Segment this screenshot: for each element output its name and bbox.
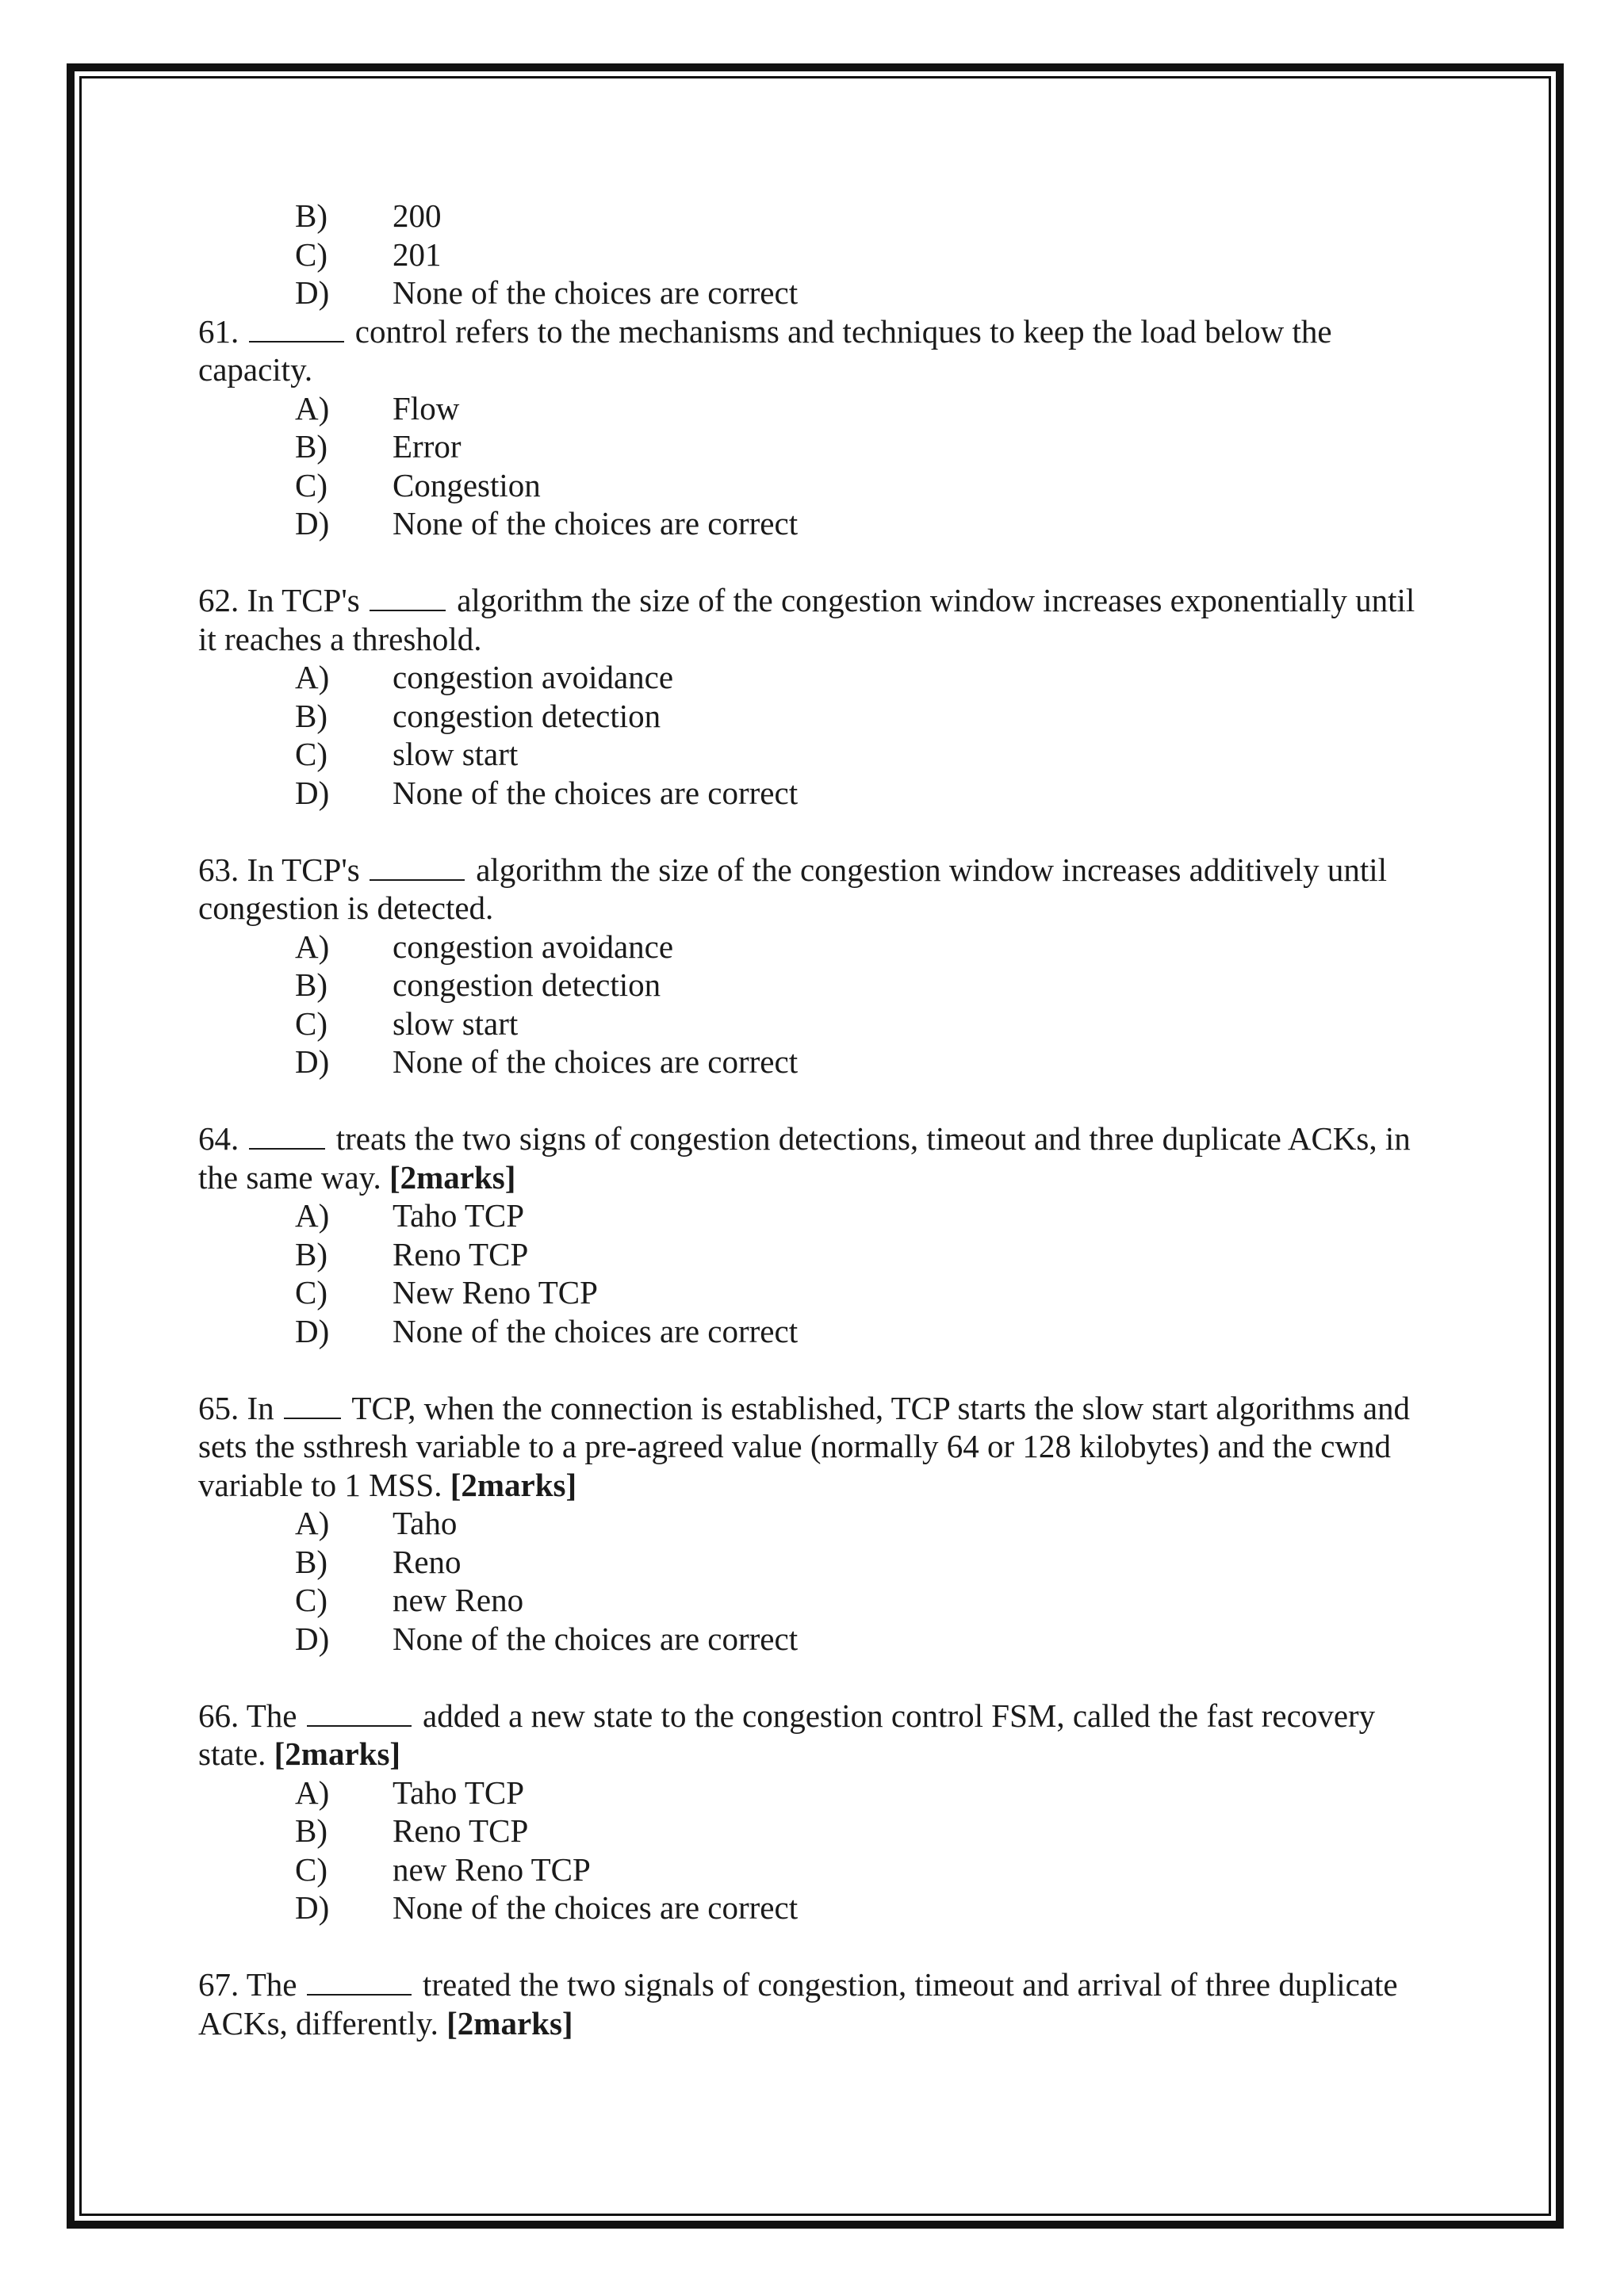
- question-text: [198, 1965, 1435, 2042]
- question-number: 66.: [198, 1697, 239, 1734]
- option-text: congestion avoidance: [393, 928, 674, 965]
- option-item: [198, 1888, 1435, 1927]
- option-letter: D): [295, 1043, 330, 1080]
- option-text: Error: [393, 428, 462, 465]
- option-item: [198, 735, 1435, 774]
- option-item: [198, 1504, 1435, 1543]
- question-block: [198, 581, 1435, 812]
- marks-label: [2marks]: [450, 1466, 577, 1503]
- question-text: [198, 312, 1435, 389]
- marks-label: [2marks]: [389, 1158, 516, 1196]
- question-body: algorithm the size of the congestion window increases additively until congestion is detected.: [198, 851, 1388, 926]
- question-number: 64.: [198, 1120, 239, 1157]
- question-number: 67.: [198, 1966, 239, 2003]
- question-prefix: The: [246, 1697, 297, 1734]
- option-text: new Reno TCP: [393, 1850, 591, 1888]
- option-text: new Reno: [393, 1582, 524, 1618]
- option-letter: C): [295, 1274, 327, 1311]
- option-item: [198, 658, 1435, 697]
- option-text: None of the choices are correct: [393, 1889, 799, 1926]
- option-letter: B): [295, 966, 327, 1003]
- option-text: Taho: [393, 1505, 458, 1541]
- options-list: [198, 1774, 1435, 1927]
- options-list: [198, 658, 1435, 812]
- option-text: 201: [393, 235, 442, 273]
- question-block: [198, 1389, 1435, 1659]
- option-letter: C): [295, 235, 327, 273]
- option-letter: B): [295, 197, 327, 234]
- option-letter: D): [295, 1312, 330, 1349]
- question-block: [198, 1119, 1435, 1350]
- answer-blank: [249, 316, 344, 342]
- option-item: [198, 1774, 1435, 1812]
- question-prefix: In TCP's: [247, 851, 360, 888]
- answer-blank: [307, 1969, 412, 1996]
- option-item: [198, 389, 1435, 428]
- option-item: [198, 274, 1435, 312]
- continued-question: [198, 197, 1435, 312]
- option-item: [198, 1581, 1435, 1620]
- option-item: [198, 697, 1435, 736]
- option-item: [198, 1043, 1435, 1081]
- option-item: [198, 504, 1435, 543]
- marks-label: [2marks]: [446, 2004, 573, 2042]
- options-list: [198, 928, 1435, 1081]
- option-text: None of the choices are correct: [393, 774, 799, 811]
- option-letter: A): [295, 389, 330, 427]
- questions-list: [198, 312, 1435, 2043]
- option-letter: C): [295, 736, 327, 772]
- option-item: [198, 774, 1435, 813]
- question-block: [198, 1965, 1435, 2042]
- options-list: [198, 1196, 1435, 1350]
- option-letter: C): [295, 1004, 327, 1042]
- answer-blank: [249, 1123, 325, 1150]
- option-letter: B): [295, 1235, 327, 1272]
- question-prefix: In TCP's: [247, 582, 360, 618]
- question-body: treats the two signs of congestion detections, timeout and three duplicate ACKs, in the same way.: [198, 1120, 1411, 1196]
- option-item: [198, 1235, 1435, 1274]
- option-item: [198, 1312, 1435, 1351]
- question-block: [198, 1697, 1435, 1927]
- document-content: [198, 197, 1435, 2042]
- option-letter: C): [295, 466, 327, 503]
- question-body: added a new state to the congestion control FSM, called the fast recovery state.: [198, 1697, 1376, 1772]
- option-item: [198, 466, 1435, 505]
- question-text: [198, 1119, 1435, 1196]
- option-letter: C): [295, 1582, 327, 1618]
- option-text: congestion detection: [393, 697, 661, 734]
- option-text: Flow: [393, 389, 460, 427]
- option-letter: B): [295, 1543, 327, 1580]
- option-text: slow start: [393, 736, 519, 772]
- question-prefix: In: [247, 1389, 274, 1426]
- option-text: None of the choices are correct: [393, 1043, 799, 1080]
- option-text: Reno: [393, 1543, 462, 1580]
- question-body: TCP, when the connection is established, TCP starts the slow start algorithms and sets the ssthresh variable to a pre-agreed value (normally 64 or 128 kilobytes) and the cwnd variable to 1 MSS.: [198, 1389, 1411, 1503]
- answer-blank: [307, 1700, 412, 1727]
- answer-blank: [370, 854, 465, 881]
- option-item: [198, 966, 1435, 1004]
- option-letter: B): [295, 428, 327, 465]
- question-number: 63.: [198, 851, 239, 888]
- continued-options-list: [198, 197, 1435, 312]
- option-text: None of the choices are correct: [393, 1312, 799, 1349]
- option-letter: A): [295, 1774, 330, 1811]
- option-text: slow start: [393, 1004, 519, 1042]
- option-text: 200: [393, 197, 442, 234]
- option-item: [198, 1196, 1435, 1235]
- option-text: New Reno TCP: [393, 1274, 598, 1311]
- question-text: [198, 1389, 1435, 1505]
- option-letter: D): [295, 1889, 330, 1926]
- question-body: algorithm the size of the congestion window increases exponentially until it reaches a threshold.: [198, 582, 1415, 657]
- option-text: Reno TCP: [393, 1812, 529, 1849]
- option-item: [198, 197, 1435, 235]
- option-item: [198, 1273, 1435, 1312]
- option-item: [198, 1850, 1435, 1889]
- question-block: [198, 851, 1435, 1081]
- question-number: 61.: [198, 312, 239, 350]
- marks-label: [2marks]: [274, 1735, 401, 1772]
- answer-blank: [284, 1392, 341, 1419]
- option-item: [198, 1004, 1435, 1043]
- question-prefix: The: [246, 1966, 297, 2003]
- option-item: [198, 427, 1435, 466]
- question-block: [198, 312, 1435, 543]
- option-text: None of the choices are correct: [393, 1620, 799, 1657]
- option-text: None of the choices are correct: [393, 274, 799, 311]
- option-letter: D): [295, 1620, 330, 1657]
- option-text: Reno TCP: [393, 1235, 529, 1272]
- option-text: Taho TCP: [393, 1774, 525, 1811]
- option-letter: A): [295, 659, 330, 695]
- option-letter: A): [295, 1505, 330, 1541]
- option-item: [198, 1812, 1435, 1850]
- options-list: [198, 389, 1435, 543]
- question-number: 62.: [198, 582, 239, 618]
- option-item: [198, 1620, 1435, 1659]
- answer-blank: [370, 584, 446, 611]
- option-item: [198, 1543, 1435, 1582]
- option-letter: B): [295, 697, 327, 734]
- option-text: Taho TCP: [393, 1197, 525, 1234]
- question-body: control refers to the mechanisms and techniques to keep the load below the capacity.: [198, 312, 1332, 388]
- option-item: [198, 235, 1435, 274]
- question-body: treated the two signals of congestion, timeout and arrival of three duplicate ACKs, differently.: [198, 1966, 1398, 2042]
- option-item: [198, 928, 1435, 966]
- option-letter: D): [295, 274, 330, 311]
- option-letter: A): [295, 1197, 330, 1234]
- option-text: Congestion: [393, 466, 541, 503]
- option-letter: A): [295, 928, 330, 965]
- option-letter: C): [295, 1850, 327, 1888]
- question-text: [198, 581, 1435, 658]
- option-text: congestion avoidance: [393, 659, 674, 695]
- option-text: None of the choices are correct: [393, 505, 799, 541]
- question-text: [198, 851, 1435, 928]
- option-letter: D): [295, 505, 330, 541]
- option-letter: D): [295, 774, 330, 811]
- question-text: [198, 1697, 1435, 1774]
- question-number: 65.: [198, 1389, 239, 1426]
- options-list: [198, 1504, 1435, 1658]
- option-text: congestion detection: [393, 966, 661, 1003]
- option-letter: B): [295, 1812, 327, 1849]
